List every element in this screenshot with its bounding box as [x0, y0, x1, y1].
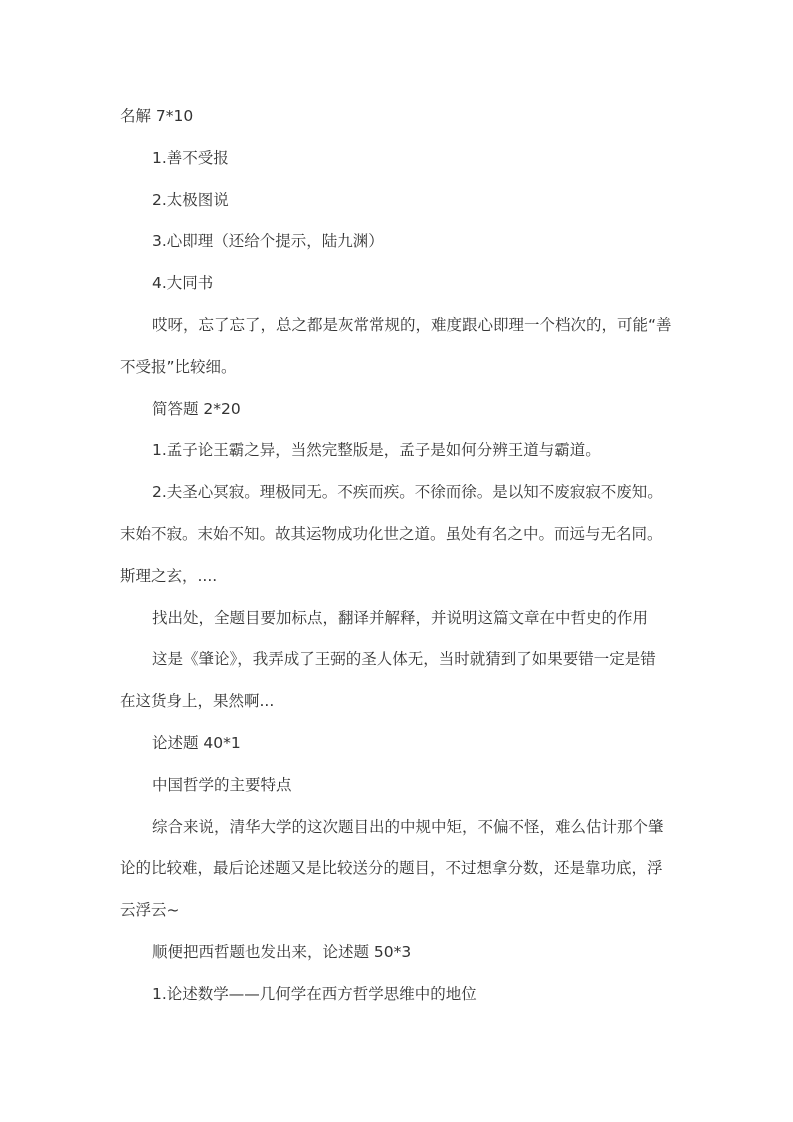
text-line: 哎呀，忘了忘了，总之都是灰常常规的，难度跟心即理一个档次的，可能“善 [152, 315, 672, 334]
paragraph [120, 932, 680, 974]
paragraph [120, 138, 680, 180]
paragraph [120, 263, 680, 305]
paragraph [120, 598, 680, 640]
text-line: 这是《肇论》，我弄成了王弼的圣人体无，当时就猜到了如果要错一定是错 [152, 650, 656, 669]
text-line: 1.论述数学——几何学在西方哲学思维中的地位 [152, 984, 477, 1003]
paragraph [120, 639, 680, 723]
text-line: 名解 7*10 [120, 107, 194, 125]
paragraph [120, 472, 680, 597]
text-line: 论的比较难，最后论述题又是比较送分的题目，不过想拿分数，还是靠功底，浮 [120, 859, 663, 878]
text-line: 简答题 2*20 [152, 399, 241, 418]
paragraph [120, 389, 680, 431]
text-line: 不受报”比较细。 [120, 357, 237, 376]
text-line: 2.夫圣心冥寂。理极同无。不疾而疾。不徐而徐。是以知不废寂寂不废知。 [152, 483, 663, 502]
paragraph [120, 430, 680, 472]
text-line: 斯理之玄，.... [120, 566, 218, 585]
paragraph [120, 96, 680, 138]
text-line: 云浮云~ [120, 901, 180, 920]
text-line: 论述题 40*1 [152, 733, 241, 752]
paragraph [120, 765, 680, 807]
text-line: 1.善不受报 [152, 148, 229, 167]
text-line: 中国哲学的主要特点 [152, 775, 292, 794]
paragraph [120, 180, 680, 222]
paragraph [120, 974, 680, 1016]
text-line: 找出处，全题目要加标点，翻译并解释，并说明这篇文章在中哲史的作用 [152, 608, 649, 627]
text-line: 顺便把西哲题也发出来，论述题 50*3 [152, 942, 412, 961]
document-body [120, 96, 680, 1016]
text-line: 末始不寂。末始不知。故其运物成功化世之道。虽处有名之中。而远与无名同。 [120, 524, 663, 543]
text-line: 综合来说，清华大学的这次题目出的中规中矩，不偏不怪，难么估计那个肇 [152, 817, 664, 836]
text-line: 3.心即理（还给个提示，陆九渊） [152, 232, 384, 251]
text-line: 4.大同书 [152, 274, 214, 293]
text-line: 在这货身上，果然啊... [120, 692, 275, 711]
paragraph [120, 221, 680, 263]
paragraph [120, 305, 680, 389]
text-line: 1.孟子论王霸之异，当然完整版是，孟子是如何分辨王道与霸道。 [152, 441, 601, 460]
paragraph [120, 807, 680, 932]
text-line: 2.太极图说 [152, 190, 229, 209]
paragraph [120, 723, 680, 765]
